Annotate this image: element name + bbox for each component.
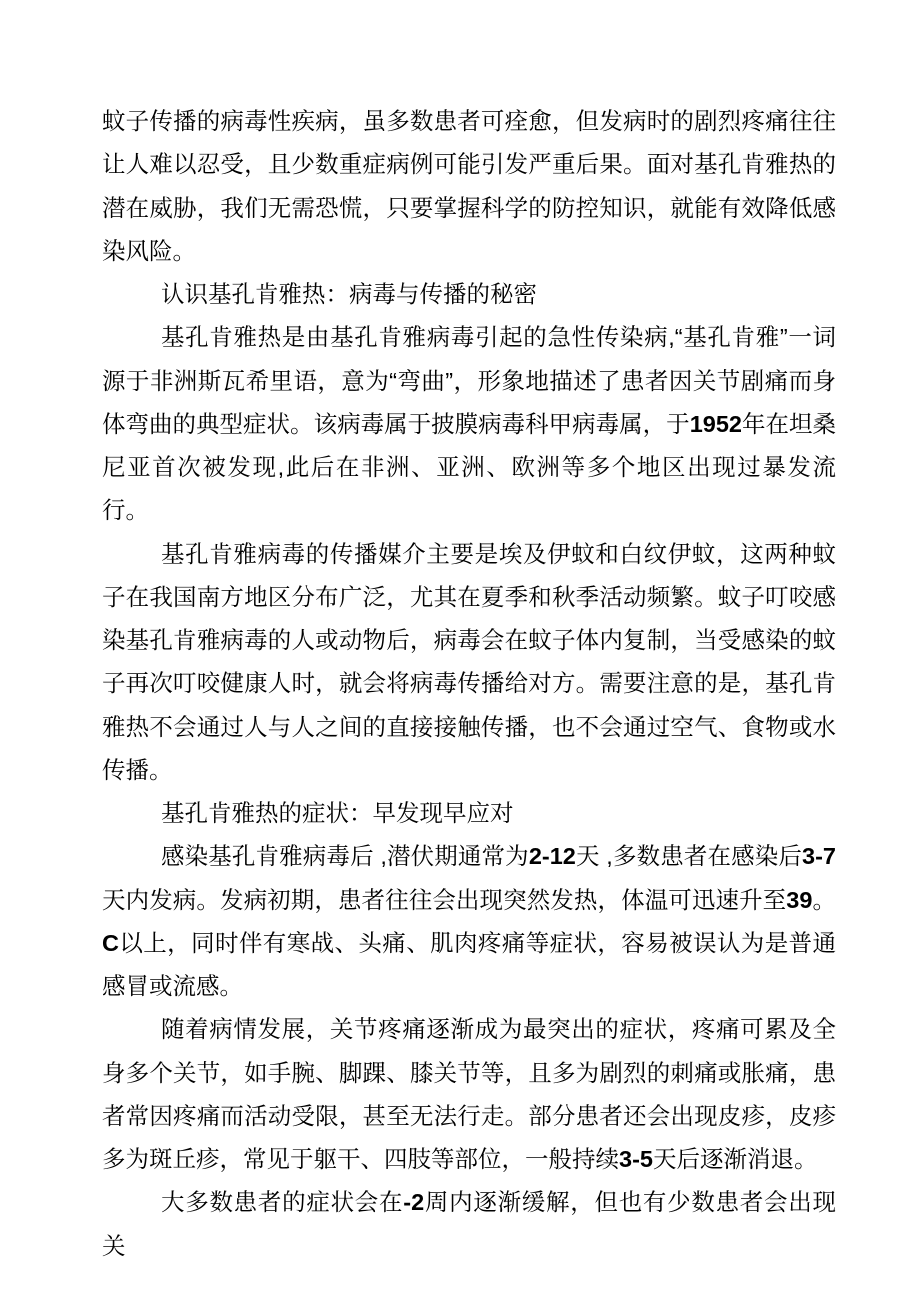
bold-text-run: 1952 [689, 410, 742, 437]
bold-text-run: -2 [403, 1189, 425, 1216]
document-body [102, 100, 836, 1268]
text-run: 年在坦桑尼亚首次被发现,此后在非洲、亚洲、欧洲等多个地区出现过暴发流行。 [102, 410, 837, 524]
bold-text-run: 3-5 [619, 1146, 653, 1172]
paragraph [102, 316, 836, 532]
text-run: 以上，同时伴有寒战、头痛、肌肉疼痛等症状，容易被误认为是普通感冒或流感。 [102, 929, 836, 999]
text-run: 认识基孔肯雅热：病毒与传播的秘密 [161, 281, 537, 307]
section-heading [102, 273, 836, 316]
paragraph [102, 1008, 836, 1181]
text-run: 。 [812, 886, 837, 913]
bold-text-run: C [102, 929, 119, 956]
text-run: 基孔肯雅病毒的传播媒介主要是埃及伊蚊和白纹伊蚊，这两种蚊子在我国南方地区分布广泛，尤其在夏季和秋季活动频繁。蚊子叮咬感染基孔肯雅病毒的人或动物后，病毒会在蚊子体内复制，当受感染的蚊子再次叮咬健康人时，就会将病毒传播给对方。需要注意的是，基孔肯雅热不会通过人与人之间的直接接触传播，也不会通过空气、食物或水传播。 [102, 540, 836, 783]
text-run: 蚊子传播的病毒性疾病，虽多数患者可痊愈，但发病时的剧烈疼痛往往让人难以忍受，且少数重症病例可能引发严重后果。面对基孔肯雅热的潜在威胁，我们无需恐慌，只要掌握科学的防控知识，就能有效降低感染风险。 [102, 108, 836, 264]
text-run: 周内逐渐缓解，但也有少数患者会出现关 [102, 1189, 837, 1259]
text-run: 感染基孔肯雅病毒后 ,潜伏期通常为 [161, 843, 529, 870]
text-run: 天内发病。发病初期，患者往往会出现突然发热，体温可迅速升至 [102, 886, 787, 913]
bold-text-run: 3-7 [802, 843, 836, 870]
section-heading [102, 792, 836, 835]
text-run: 基孔肯雅热的症状：早发现早应对 [161, 800, 514, 826]
text-run: 随着病情发展，关节疼痛逐渐成为最突出的症状，疼痛可累及全身多个关节，如手腕、脚踝、膝关节等，且多为剧烈的刺痛或胀痛，患者常因疼痛而活动受限，甚至无法行走。部分患者还会出现皮疹，皮疹多为斑丘疹，常见于躯干、四肢等部位，一般持续 [102, 1016, 836, 1172]
text-run: 大多数患者的症状会在 [161, 1189, 404, 1216]
paragraph [102, 100, 836, 273]
text-run: 天后逐渐消退。 [652, 1146, 818, 1172]
text-run: 基孔肯雅热是由基孔肯雅病毒引起的急性传染病,“基孔肯雅”一词源于非洲斯瓦希里语，意为“弯曲”，形象地描述了患者因关节剧痛而身体弯曲的典型症状。该病毒属于披膜病毒科甲病毒属，于 [102, 324, 836, 437]
paragraph [102, 1181, 836, 1268]
paragraph [102, 835, 836, 1008]
paragraph [102, 533, 836, 793]
bold-text-run: 2-12 [528, 843, 576, 870]
bold-text-run: 39 [786, 886, 813, 913]
text-run: 天 ,多数患者在感染后 [575, 843, 803, 870]
